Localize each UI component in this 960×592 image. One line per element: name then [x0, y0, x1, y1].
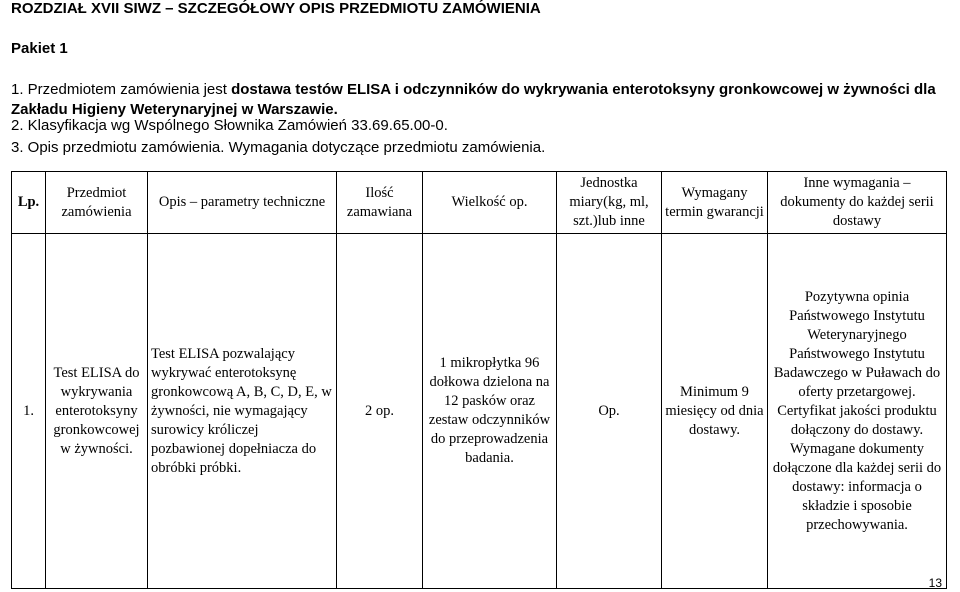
cell-gwarancja: Minimum 9 miesięcy od dnia dostawy.	[662, 234, 768, 589]
package-label: Pakiet 1	[11, 40, 68, 57]
header-przedmiot: Przedmiot zamówienia	[46, 172, 148, 234]
header-gwarancja: Wymagany termin gwarancji	[662, 172, 768, 234]
cell-inne: Pozytywna opinia Państwowego Instytutu Weterynaryjnego Państwowego Instytutu Badawczego w Puławach do oferty przetargowej. Certyfikat jakości produktu dołączony do dostawy. Wymagane dokumenty dołączone dla każdej serii do dostawy: informacja o składzie i sposobie przechowywania.	[768, 234, 947, 589]
specification-table	[11, 171, 947, 589]
table-header-row	[12, 172, 947, 234]
cell-jednostka: Op.	[557, 234, 662, 589]
point-2: 2. Klasyfikacja wg Wspólnego Słownika Zamówień 33.69.65.00-0.	[11, 117, 448, 134]
point-1-subject: dostawa testów ELISA i odczynników do wykrywania enterotoksyny gronkowcowej w żywności dla Zakładu Higieny Weterynaryjnej w Warszawie.	[11, 81, 936, 118]
point-3: 3. Opis przedmiotu zamówienia. Wymagania dotyczące przedmiotu zamówienia.	[11, 139, 546, 156]
cell-wielkosc: 1 mikropłytka 96 dołkowa dzielona na 12 pasków oraz zestaw odczynników do przeprowadzenia badania.	[423, 234, 557, 589]
header-wielkosc: Wielkość op.	[423, 172, 557, 234]
cell-opis: Test ELISA pozwalający wykrywać enterotoksynę gronkowcową A, B, C, D, E, w żywności, nie wymagający surowicy króliczej pozbawionej dopełniacza do obróbki próbki.	[148, 234, 337, 589]
cell-ilosc: 2 op.	[337, 234, 423, 589]
cell-przedmiot: Test ELISA do wykrywania enterotoksyny gronkowcowej w żywności.	[46, 234, 148, 589]
table-row	[12, 234, 947, 589]
header-ilosc: Ilość zamawiana	[337, 172, 423, 234]
page-number: 13	[928, 576, 942, 590]
document-title: ROZDZIAŁ XVII SIWZ – SZCZEGÓŁOWY OPIS PRZEDMIOTU ZAMÓWIENIA	[11, 0, 541, 17]
header-lp: Lp.	[12, 172, 46, 234]
point-1	[11, 80, 951, 120]
header-jednostka: Jednostka miary(kg, ml, szt.)lub inne	[557, 172, 662, 234]
header-opis: Opis – parametry techniczne	[148, 172, 337, 234]
cell-lp: 1.	[12, 234, 46, 589]
header-inne: Inne wymagania – dokumenty do każdej serii dostawy	[768, 172, 947, 234]
point-1-prefix: 1. Przedmiotem zamówienia jest	[11, 81, 232, 98]
